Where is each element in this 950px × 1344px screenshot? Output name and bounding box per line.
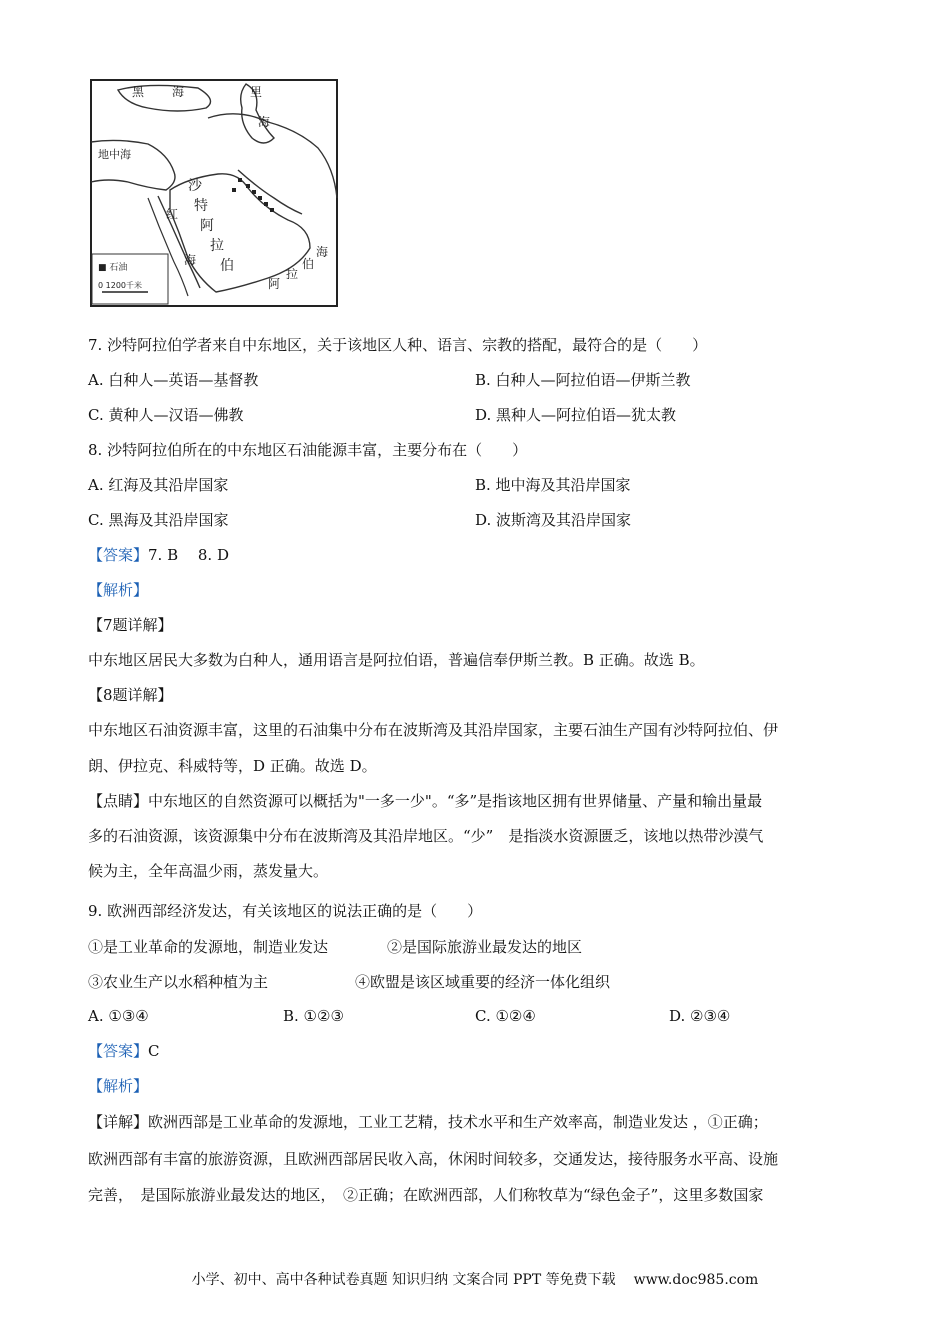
label-saudi-4: 拉 bbox=[210, 238, 224, 254]
map-legend-box bbox=[92, 254, 168, 304]
label-saudi-3: 阿 bbox=[200, 218, 214, 234]
detail-7-text: 中东地区居民大多数为白种人，通用语言是阿拉伯语，普遍信奉伊斯兰教。B 正确。故选 B。 bbox=[88, 651, 705, 669]
label-red-sea-1: 红 bbox=[166, 207, 179, 221]
q8-option-b: B. 地中海及其沿岸国家 bbox=[475, 476, 631, 494]
q9-stem: 9. 欧洲西部经济发达，有关该地区的说法正确的是（ ） bbox=[88, 902, 483, 920]
note-line1 bbox=[88, 791, 762, 811]
label-arabian-sea-1: 海 bbox=[316, 245, 329, 259]
q7-option-b: B. 白种人—阿拉伯语—伊斯兰教 bbox=[475, 371, 691, 389]
detail-9-line3: 完善， 是国际旅游业最发达的地区， ②正确；在欧洲西部，人们称牧草为“绿色金子”，这里多数国家 bbox=[88, 1186, 764, 1204]
footer-text: 小学、初中、高中各种试卷真题 知识归纳 文案合同 PPT 等免费下载 bbox=[191, 1272, 616, 1288]
detail-7-tag: 【7题详解】 bbox=[88, 616, 173, 634]
note-line3: 候为主，全年高温少雨，蒸发量大。 bbox=[88, 862, 329, 880]
detail-8-line2: 朗、伊拉克、科威特等，D 正确。故选 D。 bbox=[88, 757, 377, 775]
note-text-1: 中东地区的自然资源可以概括为"一多一少"。“多”是指该地区拥有世界储量、产量和输出量最 bbox=[148, 792, 763, 810]
detail-9-text-1: 欧洲西部是工业革命的发源地，工业工艺精，技术水平和生产效率高，制造业发达 ，①正确； bbox=[148, 1113, 768, 1131]
legend-oil: ■ 石油 bbox=[98, 263, 128, 273]
analysis-9-tag: 【解析】 bbox=[88, 1077, 149, 1095]
analysis-tag: 【解析】 bbox=[88, 581, 149, 599]
label-mediterranean: 地中海 bbox=[98, 148, 131, 161]
label-black-sea-2: 海 bbox=[172, 85, 185, 99]
q8-option-d: D. 波斯湾及其沿岸国家 bbox=[475, 511, 632, 529]
q9-statement-4: ④欧盟是该区域重要的经济一体化组织 bbox=[355, 973, 611, 991]
answer-9-text: C bbox=[148, 1042, 160, 1060]
detail-9-line2: 欧洲西部有丰富的旅游资源，且欧洲西部居民收入高，休闲时间较多，交通发达，接待服务水平高、设施 bbox=[88, 1150, 779, 1168]
label-caspian-2: 海 bbox=[258, 115, 271, 129]
detail-9-line1 bbox=[88, 1112, 768, 1132]
answer-9 bbox=[88, 1041, 160, 1061]
q9-statement-3: ③农业生产以水稻种植为主 bbox=[88, 973, 269, 991]
q7-option-a: A. 白种人—英语—基督教 bbox=[88, 371, 259, 389]
q7-option-c: C. 黄种人—汉语—佛教 bbox=[88, 406, 244, 424]
answer-tag: 【答案】 bbox=[88, 546, 149, 564]
q8-stem: 8. 沙特阿拉伯所在的中东地区石油能源丰富，主要分布在（ ） bbox=[88, 441, 528, 459]
answer-9-tag: 【答案】 bbox=[88, 1042, 149, 1060]
label-saudi-2: 特 bbox=[194, 198, 208, 214]
middle-east-map bbox=[88, 78, 340, 310]
label-saudi-1: 沙 bbox=[188, 178, 202, 194]
map-graphic bbox=[88, 78, 340, 310]
q9-option-b: B. ①②③ bbox=[283, 1007, 344, 1025]
q9-option-c: C. ①②④ bbox=[475, 1007, 536, 1025]
page-footer bbox=[0, 1270, 950, 1290]
q9-statement-1: ①是工业革命的发源地，制造业发达 bbox=[88, 938, 329, 956]
note-tag: 【点睛】 bbox=[88, 792, 149, 810]
label-arabian-sea-2: 伯 bbox=[302, 257, 315, 271]
detail-9-tag: 【详解】 bbox=[88, 1113, 149, 1131]
q8-option-a: A. 红海及其沿岸国家 bbox=[88, 476, 229, 494]
q8-option-c: C. 黑海及其沿岸国家 bbox=[88, 511, 229, 529]
detail-8-tag: 【8题详解】 bbox=[88, 686, 173, 704]
q9-statement-2: ②是国际旅游业最发达的地区 bbox=[387, 938, 583, 956]
label-black-sea: 黑 bbox=[132, 85, 145, 99]
note-line2: 多的石油资源，该资源集中分布在波斯湾及其沿岸地区。“少” 是指淡水资源匮乏，该地以热带沙漠气 bbox=[88, 827, 764, 845]
legend-scale: 0 1200千米 bbox=[98, 281, 142, 290]
answer-7-8 bbox=[88, 545, 229, 565]
label-caspian-1: 里 bbox=[250, 85, 263, 99]
footer-url[interactable]: www.doc985.com bbox=[633, 1272, 759, 1288]
label-arabian-sea-3: 拉 bbox=[286, 267, 299, 281]
q9-option-d: D. ②③④ bbox=[669, 1007, 731, 1025]
q7-stem: 7. 沙特阿拉伯学者来自中东地区，关于该地区人种、语言、宗教的搭配，最符合的是（ ） bbox=[88, 336, 708, 354]
label-arabian-sea-4: 阿 bbox=[268, 277, 281, 291]
detail-8-line1: 中东地区石油资源丰富，这里的石油集中分布在波斯湾及其沿岸国家，主要石油生产国有沙特阿拉伯、伊 bbox=[88, 721, 779, 739]
answer-text: 7. B 8. D bbox=[148, 546, 229, 564]
q7-option-d: D. 黑种人—阿拉伯语—犹太教 bbox=[475, 406, 677, 424]
q9-option-a: A. ①③④ bbox=[88, 1007, 149, 1025]
label-saudi-5: 伯 bbox=[220, 258, 234, 274]
label-red-sea-2: 海 bbox=[184, 253, 197, 267]
